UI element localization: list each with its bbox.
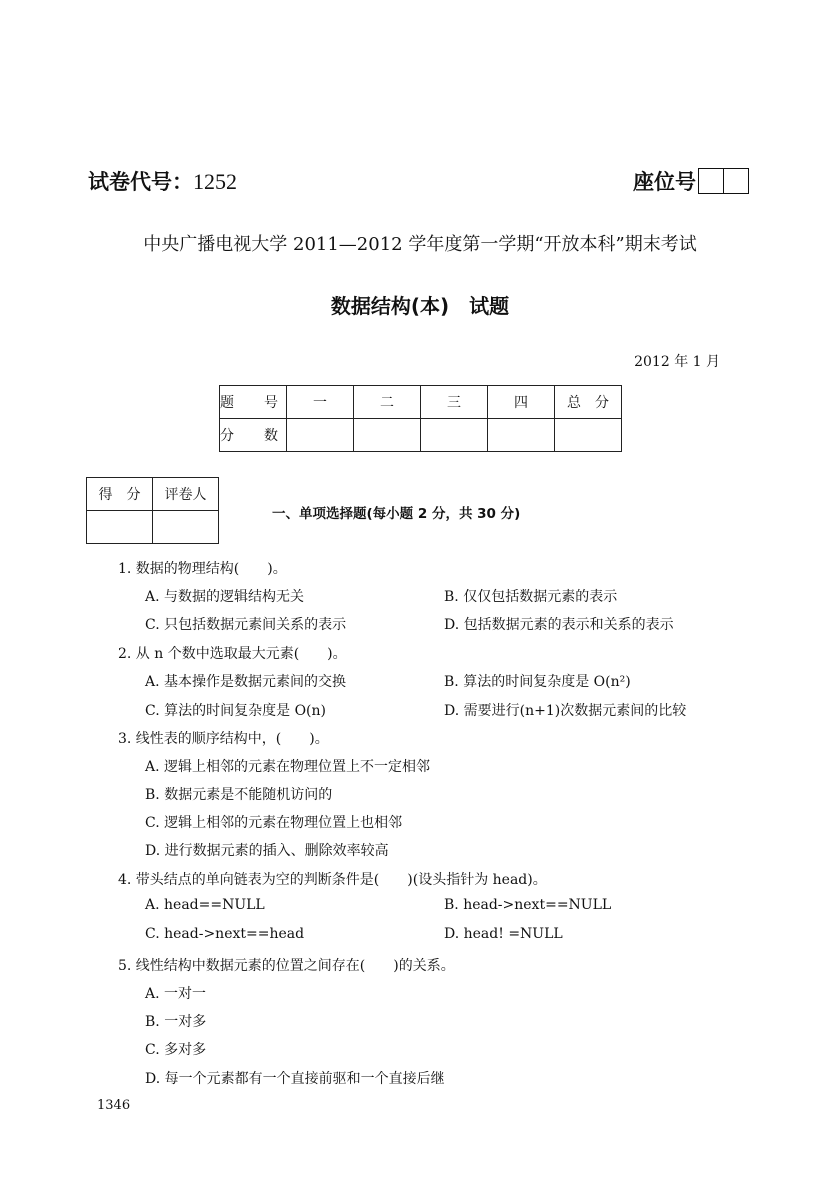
score-cell: 题 号 (220, 386, 287, 419)
score-table (219, 385, 622, 452)
score-cell (354, 419, 421, 452)
grader-table-header-row (87, 478, 219, 511)
question-option: B. 算法的时间复杂度是 O(n²) (444, 674, 631, 690)
question-option: A. 基本操作是数据元素间的交换 (145, 674, 347, 690)
score-cell (421, 419, 488, 452)
question-option: D. 进行数据元素的插入、删除效率较高 (145, 843, 389, 859)
seat-number-label: 座位号 (633, 170, 696, 194)
question-option: D. 每一个元素都有一个直接前驱和一个直接后继 (145, 1071, 445, 1087)
exam-code-number: 1252 (193, 169, 237, 194)
score-cell: 一 (287, 386, 354, 419)
question-stem: 4. 带头结点的单向链表为空的判断条件是( )(设头指针为 head)。 (118, 872, 547, 888)
grader-cell (87, 511, 153, 544)
grader-table (86, 477, 219, 544)
question-option: B. 仅仅包括数据元素的表示 (444, 589, 618, 605)
question-option: C. 算法的时间复杂度是 O(n) (145, 703, 326, 719)
page-number: 1346 (97, 1098, 131, 1113)
seat-number-boxes (698, 168, 749, 194)
question-stem: 1. 数据的物理结构( )。 (118, 561, 287, 577)
score-cell (488, 419, 555, 452)
question-option: D. 包括数据元素的表示和关系的表示 (444, 617, 674, 633)
score-table-header-row (220, 386, 622, 419)
grader-cell (153, 511, 219, 544)
question-stem: 3. 线性表的顺序结构中，( )。 (118, 731, 329, 747)
question-stem: 2. 从 n 个数中选取最大元素( )。 (118, 646, 347, 662)
grader-table-blank-row (87, 511, 219, 544)
exam-code (88, 166, 237, 196)
question-option: B. 数据元素是不能随机访问的 (145, 787, 333, 803)
question-option: A. head==NULL (145, 897, 265, 913)
question-stem: 5. 线性结构中数据元素的位置之间存在( )的关系。 (118, 958, 455, 974)
seat-number (633, 166, 749, 196)
score-cell (287, 419, 354, 452)
seat-box (724, 168, 749, 194)
score-table-score-row (220, 419, 622, 452)
score-cell: 三 (421, 386, 488, 419)
score-cell (555, 419, 622, 452)
score-cell: 二 (354, 386, 421, 419)
section-title: 一、单项选择题(每小题 2 分，共 30 分) (272, 506, 521, 522)
exam-title: 中央广播电视大学 2011—2012 学年度第一学期“开放本科”期末考试 (143, 234, 697, 255)
question-option: C. 只包括数据元素间关系的表示 (145, 617, 347, 633)
subject-title: 数据结构(本) 试题 (330, 294, 510, 318)
score-cell: 分 数 (220, 419, 287, 452)
score-cell: 总 分 (555, 386, 622, 419)
exam-date: 2012 年 1 月 (634, 354, 720, 370)
grader-cell: 评卷人 (153, 478, 219, 511)
question-option: C. 逻辑上相邻的元素在物理位置上也相邻 (145, 815, 403, 831)
question-option: A. 一对一 (145, 986, 207, 1002)
question-option: C. 多对多 (145, 1042, 207, 1058)
score-cell: 四 (488, 386, 555, 419)
question-option: D. 需要进行(n+1)次数据元素间的比较 (444, 703, 687, 719)
question-option: B. 一对多 (145, 1014, 207, 1030)
grader-cell: 得 分 (87, 478, 153, 511)
seat-box (698, 168, 724, 194)
exam-code-label: 试卷代号： (88, 170, 193, 194)
question-option: C. head->next==head (145, 926, 305, 942)
question-option: A. 逻辑上相邻的元素在物理位置上不一定相邻 (145, 759, 431, 775)
question-option: A. 与数据的逻辑结构无关 (145, 589, 305, 605)
question-option: B. head->next==NULL (444, 897, 612, 913)
question-option: D. head! =NULL (444, 926, 563, 942)
